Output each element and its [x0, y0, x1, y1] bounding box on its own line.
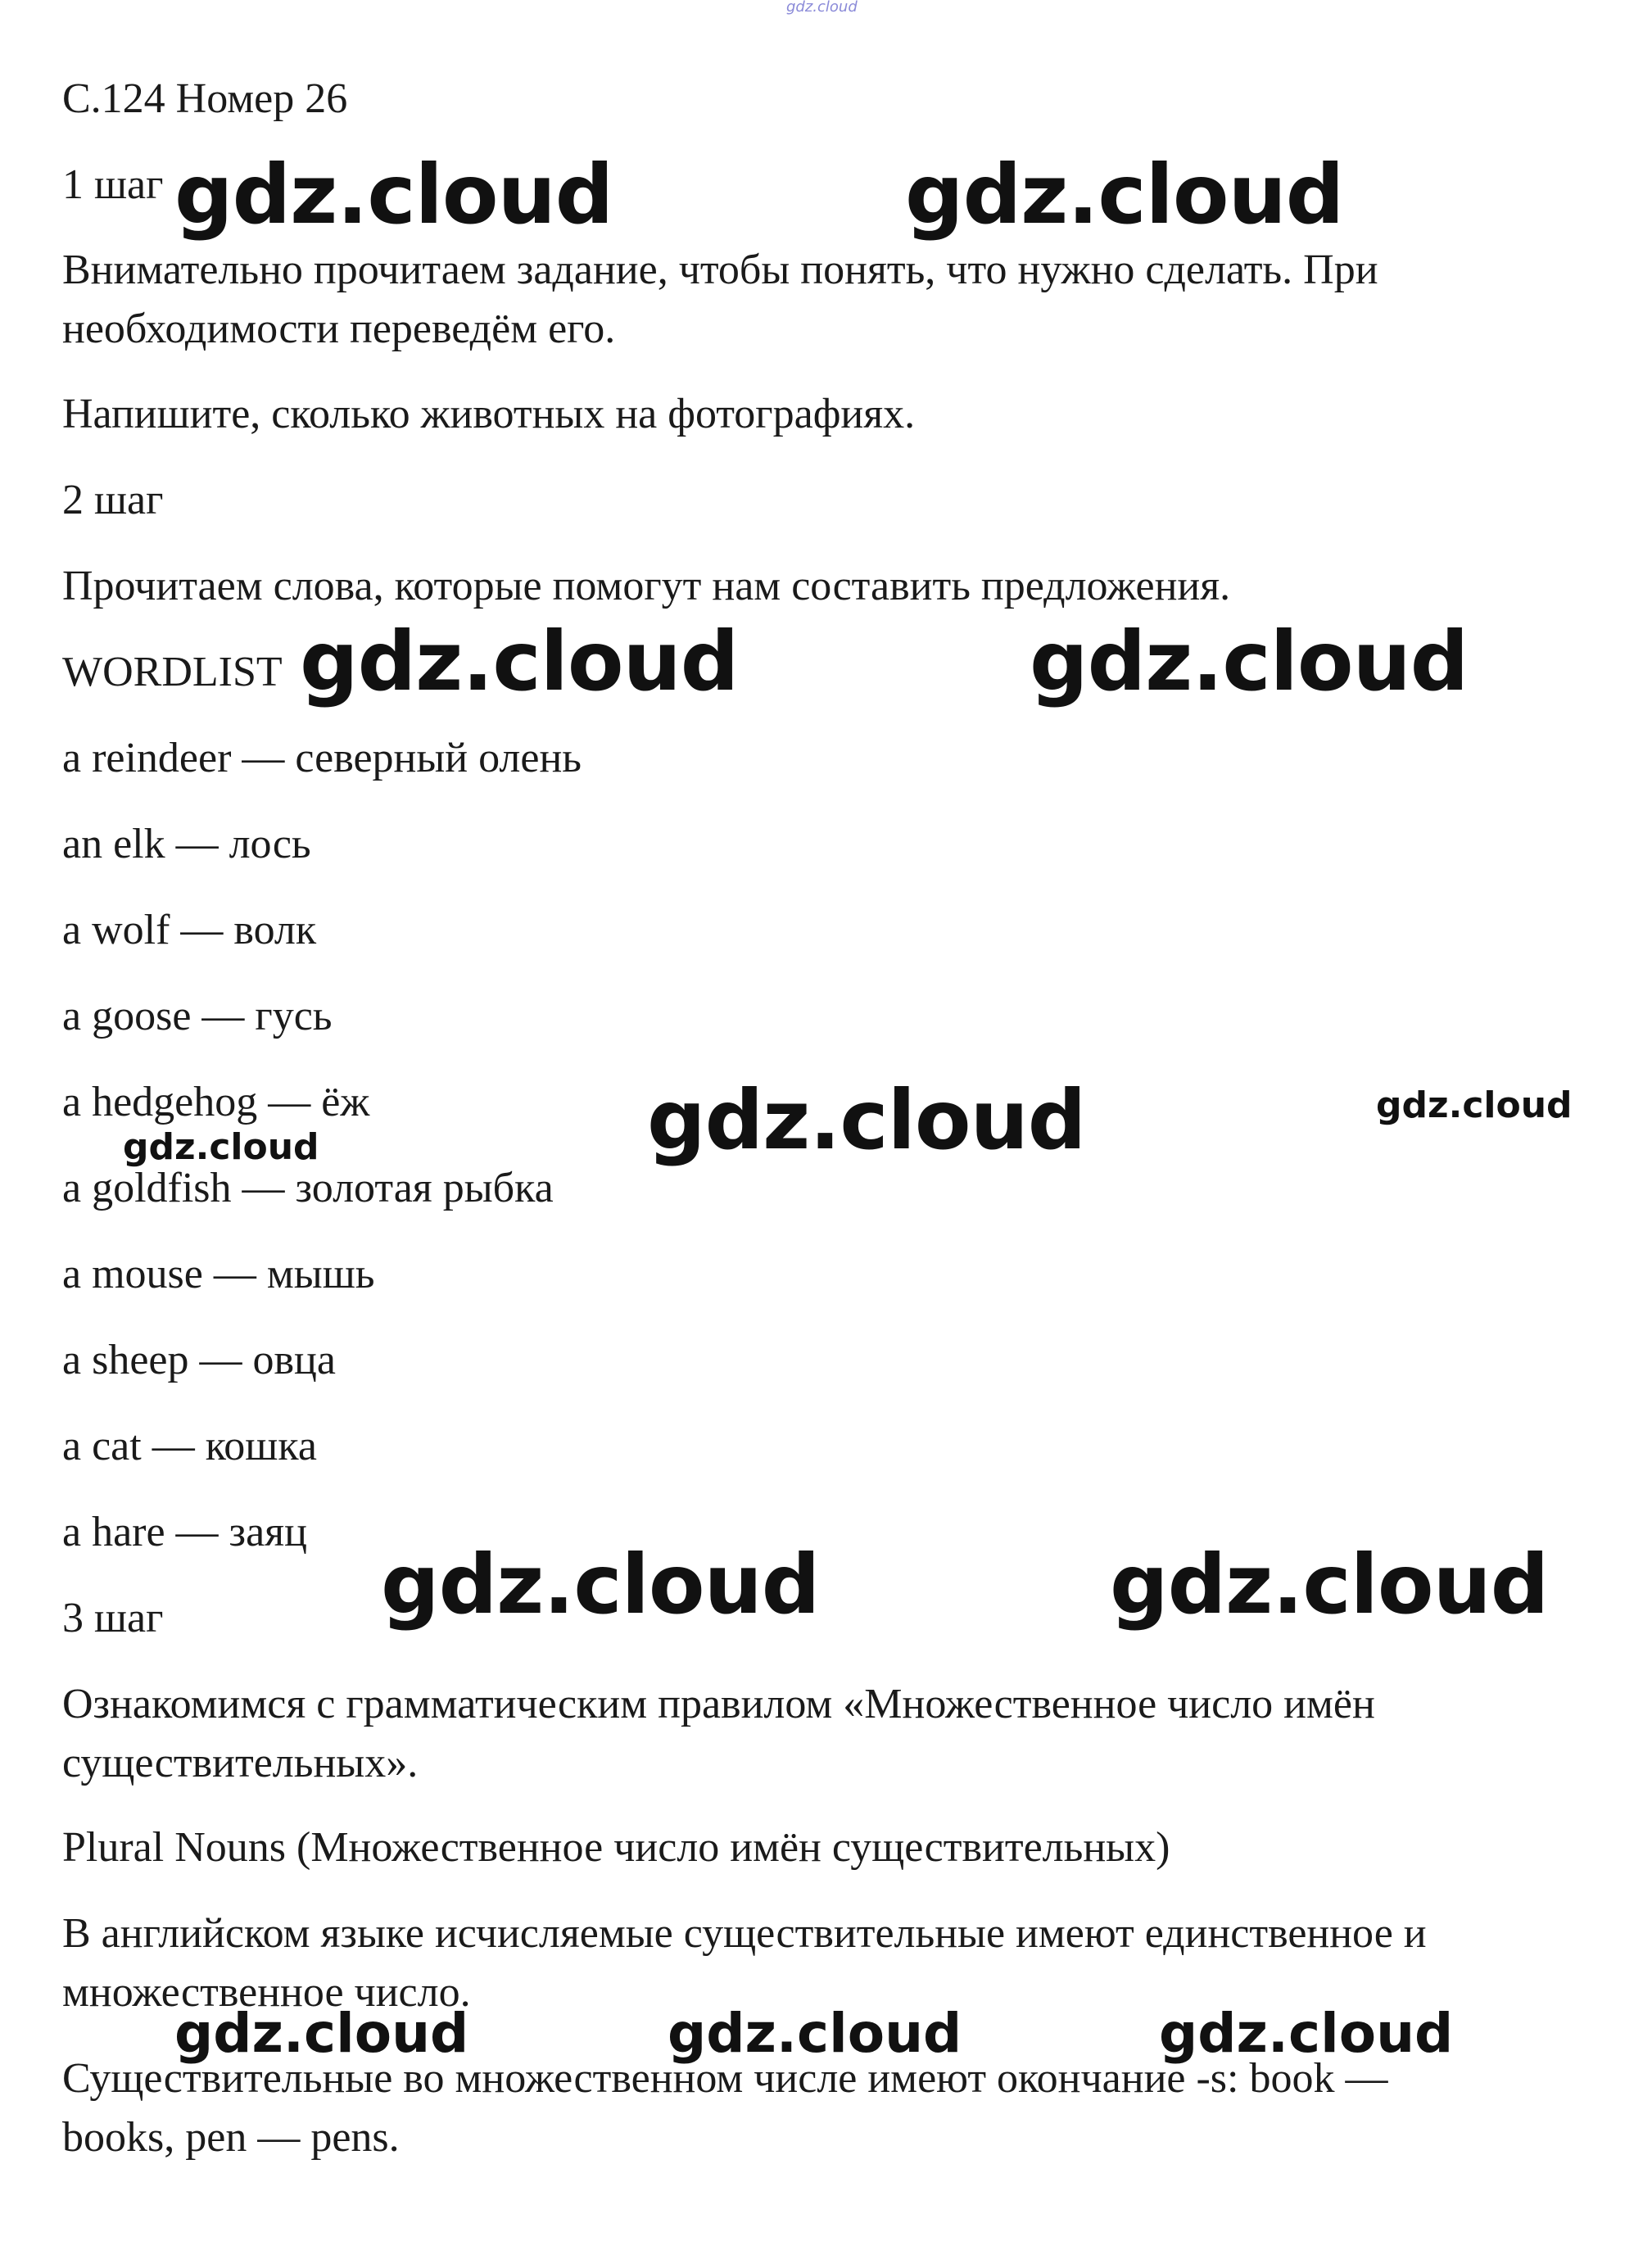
- intro-text-line1: Внимательно прочитаем задание, чтобы понять, что нужно сделать. При: [62, 247, 1378, 293]
- read-words-text: Прочитаем слова, которые помогут нам составить предложения.: [62, 563, 1231, 609]
- ending-text-line1: Существительные во множественном числе имеют окончание -s: book —: [62, 2055, 1388, 2102]
- step-2-label: 2 шаг: [62, 477, 164, 523]
- wordlist-item-wolf: a wolf — волк: [62, 907, 317, 953]
- wordlist-item-hedgehog: a hedgehog — ёж: [62, 1079, 370, 1125]
- wordlist-item-mouse: a mouse — мышь: [62, 1251, 375, 1297]
- watermark: gdz.cloud: [381, 1537, 820, 1632]
- watermark: gdz.cloud: [174, 2002, 469, 2065]
- step-1-label: 1 шаг: [62, 161, 164, 208]
- watermark: gdz.cloud: [174, 147, 613, 242]
- watermark: gdz.cloud: [1159, 2002, 1454, 2065]
- wordlist-item-sheep: a sheep — овца: [62, 1337, 336, 1383]
- watermark: gdz.cloud: [1030, 613, 1469, 709]
- wordlist-item-hare: a hare — заяц: [62, 1509, 307, 1555]
- wordlist-item-goldfish: a goldfish — золотая рыбка: [62, 1165, 554, 1211]
- task-text: Напишите, сколько животных на фотографиях.: [62, 391, 916, 437]
- plural-nouns-title: Plural Nouns (Множественное число имён существительных): [62, 1824, 1170, 1871]
- watermark: gdz.cloud: [647, 1072, 1086, 1168]
- wordlist-item-goose: a goose — гусь: [62, 993, 333, 1039]
- wordlist-item-reindeer: a reindeer — северный олень: [62, 735, 582, 781]
- rule-text-line2: существительных».: [62, 1740, 419, 1786]
- watermark-top: gdz.cloud: [786, 0, 858, 16]
- wordlist-item-elk: an elk — лось: [62, 821, 311, 867]
- ending-text-line2: books, pen — pens.: [62, 2114, 400, 2161]
- countable-text-line1: В английском языке исчисляемые существительные имеют единственное и: [62, 1910, 1427, 1957]
- rule-text-line1: Ознакомимся с грамматическим правилом «Множественное число имён: [62, 1681, 1375, 1727]
- intro-text-line2: необходимости переведём его.: [62, 306, 616, 352]
- watermark: gdz.cloud: [905, 147, 1344, 242]
- watermark: gdz.cloud: [1110, 1537, 1549, 1632]
- watermark: gdz.cloud: [1376, 1084, 1573, 1126]
- watermark: gdz.cloud: [668, 2002, 962, 2065]
- wordlist-label: WORDLIST: [62, 649, 283, 695]
- watermark: gdz.cloud: [300, 613, 739, 709]
- countable-text-line2: множественное число.: [62, 1969, 471, 2016]
- wordlist-item-cat: a cat — кошка: [62, 1423, 317, 1469]
- page-title: С.124 Номер 26: [62, 75, 348, 122]
- watermark: gdz.cloud: [123, 1126, 319, 1168]
- step-3-label: 3 шаг: [62, 1595, 164, 1641]
